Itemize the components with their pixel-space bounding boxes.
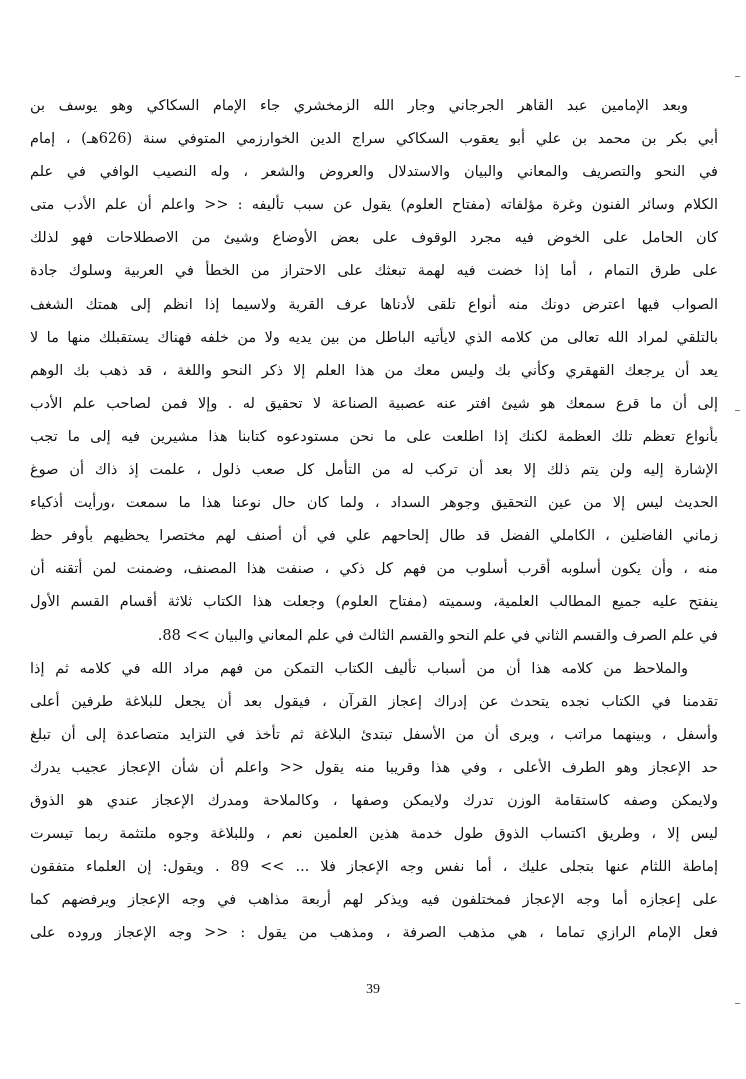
scan-edge-mark xyxy=(735,76,740,77)
page-number: 39 xyxy=(366,982,380,997)
text-line: على إعجازه أما وجه الإعجاز فمختلفون فيه ويذكر لهم أربعة مذاهب في وجه الإعجاز ويرفضهم كما xyxy=(30,892,718,909)
text-line: فعل الإمام الرازي تماما ، هي مذهب الصرفة ، ومذهب من يقول : << وجه الإعجاز وروده على xyxy=(30,925,718,942)
text-line: إماطة اللثام عنها بتجلى عليك ، أما نفس وجه الإعجاز فلا ... >> 89 . ويقول: إن العلماء متفقون xyxy=(30,859,718,876)
text-line: الحديث ليس إلا من عين التحقيق وجوهر السداد ، ولما كان حال نوعنا هذا ما سمعت ،ورأيت أذكياء xyxy=(30,495,718,512)
text-line: أبي بكر بن محمد بن علي أبو يعقوب السكاكي سراج الدين الخوارزمي المتوفي سنة (626هـ) ، إمام xyxy=(30,131,718,148)
text-line: يعد أن يرجعك القهقري وكأني بك وليس معك من هذا العلم إلا ذكر النحو واللغة ، قد ذهب بك الوهم xyxy=(30,362,718,379)
text-line: كان الحامل على الخوض فيه مجرد الوقوف على بعض الأوضاع وشيئ من الاصطلاحات فهو لذلك xyxy=(30,230,718,247)
text-line: والملاحظ من كلامه هذا أن من أسباب تأليف الكتاب التمكن من فهم مراد الله في كلامه ثم إذا xyxy=(30,660,688,677)
text-line: ليس إلا ، وطريق اكتساب الذوق طول خدمة هذين العلمين نعم ، وللبلاغة وجوه ملتثمة ربما تيسرت xyxy=(30,826,718,843)
text-line: إلى أن ما قرع سمعك هو شيئ افتر عنه عصبية الصناعة لا تحقيق له . وإلا فمن لصاحب علم الأدب xyxy=(30,395,718,412)
text-line: بأنواع تعظم تلك العظمة لكنك إذا اطلعت على ما نحن مستودعوه كتابنا هذا مشيرين فيه إلى ما تجب xyxy=(30,428,718,445)
scan-edge-mark xyxy=(735,410,740,411)
text-line: منه ، وأن يكون أسلوبه أقرب أسلوب من فهم كل ذكي ، صنفت هذا المصنف، وضمنت لمن أتقنه أن xyxy=(30,561,718,578)
text-line: في النحو والتصريف والمعاني والبيان والاستدلال والعروض والشعر ، وله النصيب الوافي في علم xyxy=(30,164,718,181)
body-text xyxy=(30,90,718,950)
text-line: على طرق التمام ، أما إذا خضت فيه لهمة تبعثك على الاحتراز من الخطأ في العربية وسلوك جادة xyxy=(30,263,718,280)
text-line: حد الإعجاز وهو الطرف الأعلى ، وفي هذا وقريبا منه يقول << واعلم أن شأن الإعجاز عجيب يدرك xyxy=(30,759,718,776)
text-line: وبعد الإمامين عبد القاهر الجرجاني وجار الله الزمخشري جاء الإمام السكاكي وهو يوسف بن xyxy=(30,98,688,114)
text-line: الكلام وسائر الفنون وغرة مؤلفاته (مفتاح العلوم) يقول عن سبب تأليفه : << واعلم أن علم الأدب متى xyxy=(30,197,718,214)
text-line: في علم الصرف والقسم الثاني في علم النحو والقسم الثالث في علم المعاني والبيان >> 88. xyxy=(157,627,718,644)
text-line: بالتلقي لمراد الله تعالى من كلامه الذي لايأتيه الباطل من بين يديه ولا من خلفه فهناك يستقبلك منها ما لا xyxy=(30,329,718,346)
scan-edge-mark xyxy=(735,1003,740,1004)
text-line: وأسفل ، وبينهما مراتب ، ويرى أن من الأسفل تبتدئ البلاغة ثم تأخذ في التزايد متصاعدة إلى أن تبلغ xyxy=(30,726,718,743)
text-line: الإشارة إليه ولن يتم ذلك إلا بعد أن تركب له من التأمل كل صعب ذلول ، علمت إذ ذاك أن صوغ xyxy=(30,462,718,479)
text-line: ينفتح عليه جميع المطالب العلمية، وسميته (مفتاح العلوم) وجعلت هذا الكتاب ثلاثة أقسام القسم الأول xyxy=(30,594,718,611)
text-line: ولايمكن وصفه كاستقامة الوزن تدرك ولايمكن وصفها ، وكالملاحة ومدرك الإعجاز عندي هو الذوق xyxy=(30,792,718,809)
text-line: تقدمنا في الكتاب نجده يتحدث عن إدراك إعجاز القرآن ، فيقول بعد أن يجعل للبلاغة طرفين أعلى xyxy=(30,693,718,710)
text-line: زماني الفاضلين ، الكاملي الفضل قد طال إلحاحهم علي في أن أصنف لهم مختصرا يحظيهم بأوفر حظ xyxy=(30,528,718,545)
text-line: الصواب فيها اعترض دونك منه أنواع تلقى لأدناها عرف القرية ولاسيما إذا انظم إلى همتك الشغف xyxy=(30,296,718,313)
